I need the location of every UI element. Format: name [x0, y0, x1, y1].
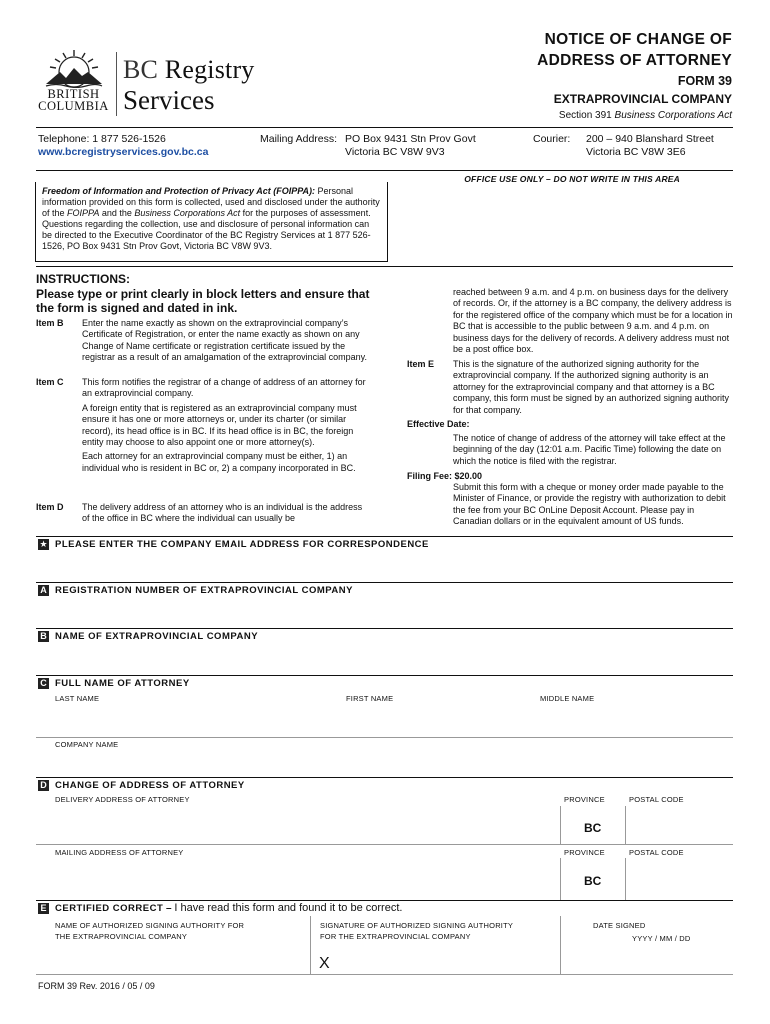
- contact-phone-block: [38, 133, 208, 159]
- certified-dash: –: [163, 903, 175, 914]
- date-signed-label: DATE SIGNED: [593, 921, 646, 930]
- foippa-heading: Freedom of Information and Protection of Privacy Act (FOIPPA):: [42, 186, 316, 196]
- attorney-company-name-field[interactable]: [36, 750, 733, 776]
- signature-label-1: SIGNATURE OF AUTHORIZED SIGNING AUTHORITY: [320, 921, 514, 930]
- section-reference: [559, 110, 732, 121]
- section-e-rule: [36, 900, 733, 901]
- foippa-text3: for the purposes of assessment. Questions regarding the collection, use and disclosure of personal information can be directed to the Executive Coordinator of the BC Registry Services at 1 877 526-1526, PO Box 9431 Stn Prov Govt, Victoria BC V8W 9V3.: [42, 208, 371, 251]
- first-name-field[interactable]: [340, 704, 530, 734]
- signature-label-2: FOR THE EXTRAPROVINCIAL COMPANY: [320, 931, 471, 941]
- mailing-line2: Victoria BC V8W 9V3: [345, 146, 445, 158]
- office-use-notice: OFFICE USE ONLY – DO NOT WRITE IN THIS AREA: [464, 174, 680, 184]
- sun-mountains-icon: [36, 48, 111, 88]
- mailing-address-label: MAILING ADDRESS OF ATTORNEY: [55, 848, 184, 857]
- form-type: EXTRAPROVINCIAL COMPANY: [553, 92, 732, 106]
- courier-line2: Victoria BC V8W 3E6: [586, 146, 686, 158]
- section-d-letter: D: [38, 780, 49, 791]
- courier-line1: 200 – 940 Blanshard Street: [586, 133, 714, 145]
- mailing-postal-label: POSTAL CODE: [629, 848, 684, 857]
- delivery-address-label: DELIVERY ADDRESS OF ATTORNEY: [55, 795, 190, 804]
- telephone: Telephone: 1 877 526-1526: [38, 133, 166, 145]
- brand-bc: BC: [123, 55, 159, 84]
- signature-field[interactable]: [312, 942, 558, 974]
- foippa-italic2: Business Corporations Act: [134, 208, 241, 218]
- section-d-title: CHANGE OF ADDRESS OF ATTORNEY: [55, 780, 245, 791]
- instructions-heading: INSTRUCTIONS:: [36, 272, 130, 286]
- section-b-letter: B: [38, 631, 49, 642]
- foippa-notice: [35, 182, 388, 262]
- delivery-postal-divider: [625, 806, 626, 844]
- instructions-lead: Please type or print clearly in block letters and ensure that the form is signed and dated in ink.: [36, 287, 370, 315]
- section-a-rule: [36, 582, 733, 583]
- item-d-continued: reached between 9 a.m. and 4 p.m. on business days for the delivery of records. Or, if the attorney is a BC company, the delivery address is for the registered office of the company which must be for a location in BC that is accessible to the public between 9 a.m. and 4 p.m. on business days for the delivery of records. A delivery address must not be a post office box.: [453, 287, 733, 355]
- mailing-province-value: BC: [584, 874, 602, 888]
- last-name-label: LAST NAME: [55, 694, 100, 703]
- form-title-line2: ADDRESS OF ATTORNEY: [537, 52, 732, 69]
- foippa-text1: Personal information provided on this form is collected, used and disclosed under the authority of the: [42, 186, 380, 218]
- signing-authority-name-label-2: THE EXTRAPROVINCIAL COMPANY: [55, 931, 188, 941]
- contact-rule: [36, 170, 733, 171]
- effective-date-label: Effective Date:: [407, 419, 470, 429]
- effective-date-text: The notice of change of address of the attorney will take effect at the beginning of the day (12:01 a.m. Pacific Time) following the date on which the notice is filed with the registrar.: [453, 433, 726, 466]
- name-row-rule: [36, 737, 733, 738]
- mailing-line1: PO Box 9431 Stn Prov Govt: [345, 133, 476, 145]
- first-name-label: FIRST NAME: [346, 694, 394, 703]
- section-b-title: NAME OF EXTRAPROVINCIAL COMPANY: [55, 631, 259, 642]
- item-c-para2: A foreign entity that is registered as an extraprovincial company must ensure it has one or more attorneys or, under its charter (or similar record), its head office is in BC. If its head office is in BC, the foreign entity may choose to also appoint one or more attorney(s).: [82, 402, 357, 448]
- logo-caption: [36, 88, 111, 112]
- signing-authority-name-field[interactable]: [36, 942, 306, 974]
- delivery-province-value: BC: [584, 821, 602, 835]
- item-e-text: This is the signature of the authorized signing authority for the extraprovincial company. If the authorized signing authority is an attorney for the extraprovincial company and that attorney is a BC company, this form must be signed by an authorized signing authority for that company.: [453, 359, 729, 415]
- form-number: FORM 39: [677, 74, 732, 88]
- section-a-letter: A: [38, 585, 49, 596]
- section-prefix: Section 391: [558, 110, 615, 121]
- certified-statement: I have read this form and found it to be correct.: [174, 902, 403, 914]
- foippa-text2: and the: [99, 208, 135, 218]
- logo-columbia: COLUMBIA: [38, 99, 109, 113]
- delivery-row-rule: [36, 844, 733, 845]
- delivery-province-divider: [560, 806, 561, 844]
- form-title-line1: NOTICE OF CHANGE OF: [544, 31, 732, 48]
- item-d-text: The delivery address of an attorney who is an individual is the address of the office in BC where the individual can usually be: [82, 502, 363, 524]
- item-d-label: Item D: [36, 502, 64, 512]
- date-format-label: YYYY / MM / DD: [632, 934, 691, 943]
- brand-registry: Registry: [164, 55, 255, 84]
- delivery-postal-label: POSTAL CODE: [629, 795, 684, 804]
- mailing-province-label: PROVINCE: [564, 848, 605, 857]
- section-c-rule: [36, 675, 733, 676]
- company-name-field[interactable]: [36, 645, 733, 673]
- delivery-province-label: PROVINCE: [564, 795, 605, 804]
- header-rule: [36, 127, 733, 128]
- item-c-para3: Each attorney for an extraprovincial company must be either, 1) an individual who is resident in BC or, 2) a company incorporated in BC.: [82, 451, 356, 473]
- section-a-title: REGISTRATION NUMBER OF EXTRAPROVINCIAL COMPANY: [55, 585, 353, 596]
- mailing-label: Mailing Address:: [260, 133, 338, 145]
- courier-address: [586, 133, 714, 159]
- item-b-label: Item B: [36, 318, 64, 328]
- section-c-letter: C: [38, 678, 49, 689]
- star-icon: ★: [39, 539, 48, 549]
- certified-correct-title: CERTIFIED CORRECT: [55, 903, 164, 914]
- section-e-bottom-rule: [36, 974, 733, 975]
- signature-left-divider: [310, 916, 311, 974]
- courier-label: Courier:: [533, 133, 571, 145]
- brand-services: Services: [123, 85, 215, 115]
- section-d-rule: [36, 777, 733, 778]
- company-name-label: COMPANY NAME: [55, 740, 119, 749]
- filing-fee-label: Filing Fee: $20.00: [407, 471, 483, 481]
- foippa-italic1: FOIPPA: [67, 208, 100, 218]
- middle-name-label: MIDDLE NAME: [540, 694, 595, 703]
- section-b-rule: [36, 628, 733, 629]
- registration-number-field[interactable]: [36, 599, 733, 625]
- logo-british: BRITISH: [47, 87, 100, 101]
- website-link[interactable]: www.bcregistryservices.gov.bc.ca: [38, 146, 209, 158]
- signature-right-divider: [560, 916, 561, 974]
- form-footer: FORM 39 Rev. 2016 / 05 / 09: [38, 981, 155, 991]
- section-c-title: FULL NAME OF ATTORNEY: [55, 678, 190, 689]
- mailing-province-divider: [560, 858, 561, 900]
- signing-authority-name-label: [55, 921, 244, 942]
- delivery-address-field[interactable]: [36, 806, 556, 842]
- email-rule: [36, 536, 733, 537]
- email-field[interactable]: [36, 553, 733, 579]
- item-c-text: [82, 377, 372, 474]
- filing-fee-text: Submit this form with a cheque or money order made payable to the Minister of Finance, or provide the registry with authorization to debit the fee from your BC OnLine Deposit Account. Please pay in Canadian dollars or in the equivalent amount of US funds.: [453, 482, 726, 527]
- item-b-text: Enter the name exactly as shown on the extraprovincial company’s Certificate of Registration, or enter the name exactly as shown on any Change of Name certificate or registration certificate issued by the registrar as a result of an amalgamation of the extraprovincial company.: [82, 318, 367, 363]
- email-section-title: PLEASE ENTER THE COMPANY EMAIL ADDRESS FOR CORRESPONDENCE: [55, 539, 429, 550]
- date-signed-field[interactable]: [562, 944, 733, 974]
- last-name-field[interactable]: [36, 704, 336, 734]
- signature-label: [320, 921, 513, 942]
- mailing-postal-field[interactable]: [627, 858, 733, 898]
- section-act: Business Corporations Act: [614, 110, 732, 121]
- instructions-rule: [36, 266, 733, 267]
- signing-authority-name-label-1: NAME OF AUTHORIZED SIGNING AUTHORITY FOR: [55, 921, 245, 930]
- delivery-postal-field[interactable]: [627, 806, 733, 842]
- middle-name-field[interactable]: [534, 704, 733, 734]
- mailing-address-field[interactable]: [36, 858, 556, 898]
- item-c-para1: This form notifies the registrar of a change of address of an attorney for an extraprovincial company.: [82, 377, 366, 399]
- item-e-label: Item E: [407, 359, 435, 369]
- mailing-address: [345, 133, 476, 159]
- item-c-label: Item C: [36, 377, 64, 387]
- mailing-postal-divider: [625, 858, 626, 900]
- signature-x-mark: X: [319, 955, 330, 972]
- section-e-letter: E: [38, 903, 49, 914]
- certified-correct-line: [55, 902, 402, 914]
- brand-bc-registry: [123, 55, 255, 85]
- logo-divider: [116, 52, 117, 116]
